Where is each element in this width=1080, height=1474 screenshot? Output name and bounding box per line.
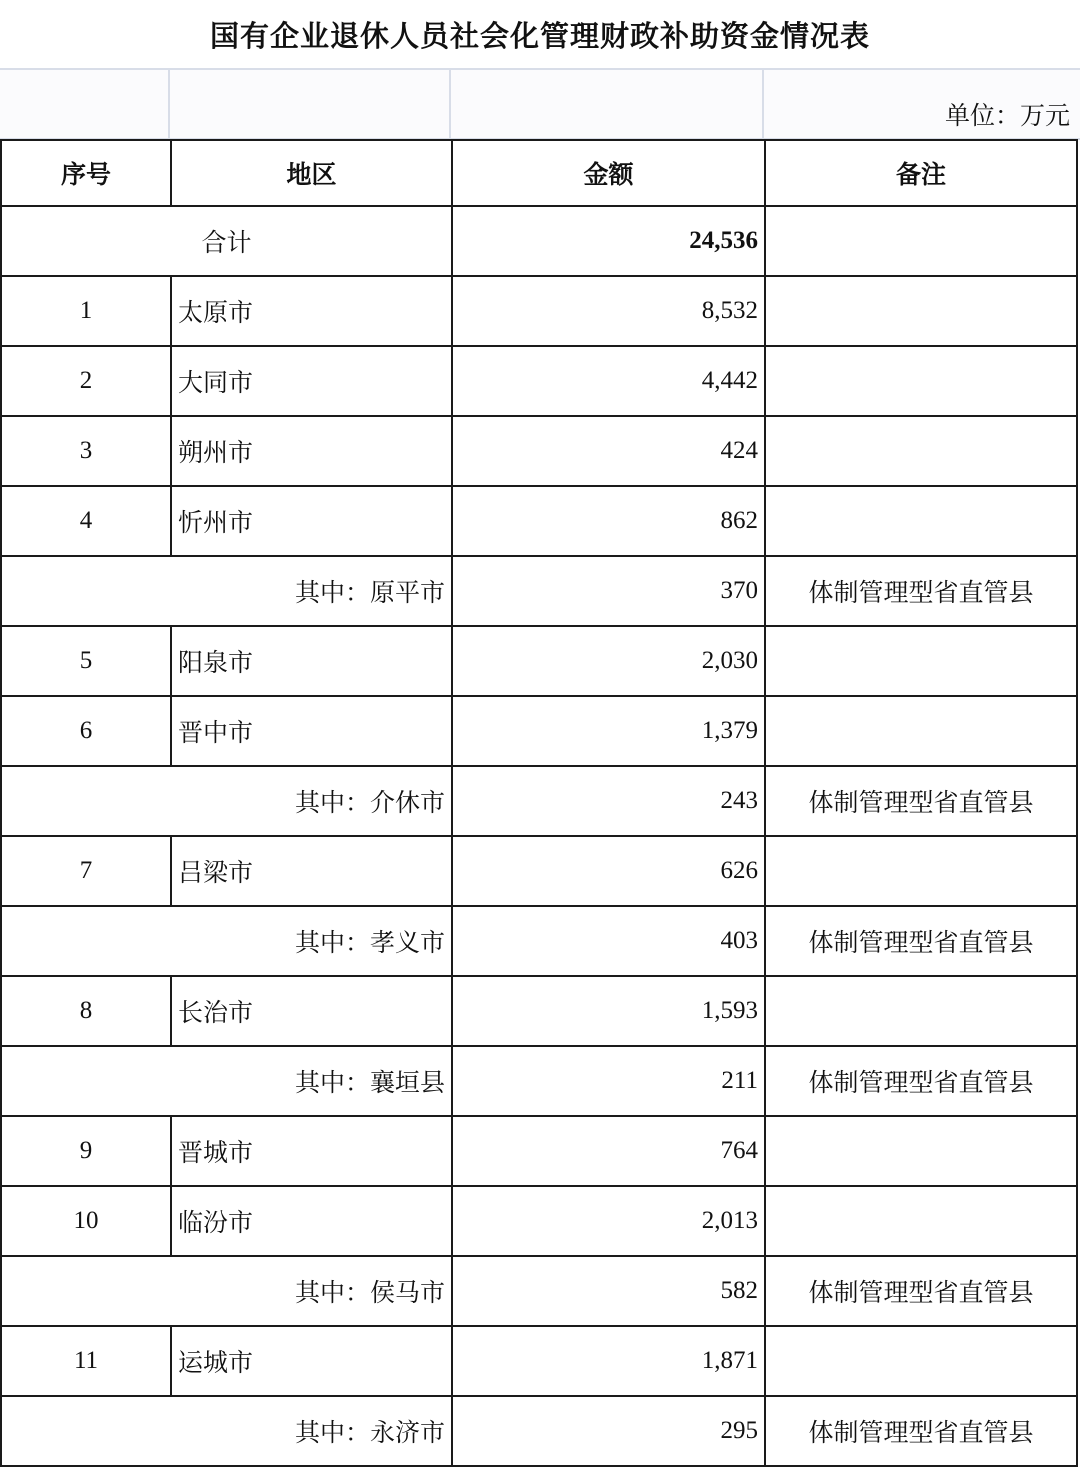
total-label: 合计 xyxy=(1,206,452,276)
region-cell: 晋中市 xyxy=(171,696,452,766)
region-cell: 大同市 xyxy=(171,346,452,416)
table-row xyxy=(1,346,1077,416)
note-cell: 体制管理型省直管县 xyxy=(765,1046,1077,1116)
amount-cell: 8,532 xyxy=(452,276,765,346)
region-cell: 忻州市 xyxy=(171,486,452,556)
sub-region-cell: 其中：襄垣县 xyxy=(1,1046,452,1116)
seq-cell: 3 xyxy=(1,416,171,486)
amount-cell: 582 xyxy=(452,1256,765,1326)
amount-cell: 211 xyxy=(452,1046,765,1116)
sub-region-cell: 其中：介休市 xyxy=(1,766,452,836)
sub-region-cell: 其中：侯马市 xyxy=(1,1256,452,1326)
amount-cell: 424 xyxy=(452,416,765,486)
note-cell xyxy=(765,626,1077,696)
header-seq: 序号 xyxy=(1,140,171,206)
total-amount: 24,536 xyxy=(452,206,765,276)
seq-cell: 10 xyxy=(1,1186,171,1256)
unit-cell xyxy=(764,70,1080,140)
table-row xyxy=(1,696,1077,766)
sub-row xyxy=(1,1256,1077,1326)
seq-cell: 5 xyxy=(1,626,171,696)
note-cell xyxy=(765,836,1077,906)
sub-row xyxy=(1,556,1077,626)
amount-cell: 1,871 xyxy=(452,1326,765,1396)
note-cell: 体制管理型省直管县 xyxy=(765,906,1077,976)
total-note xyxy=(765,206,1077,276)
amount-cell: 1,379 xyxy=(452,696,765,766)
region-cell: 长治市 xyxy=(171,976,452,1046)
note-cell xyxy=(765,976,1077,1046)
note-cell: 体制管理型省直管县 xyxy=(765,1256,1077,1326)
note-cell: 体制管理型省直管县 xyxy=(765,766,1077,836)
note-cell: 体制管理型省直管县 xyxy=(765,1396,1077,1466)
region-cell: 朔州市 xyxy=(171,416,452,486)
amount-cell: 403 xyxy=(452,906,765,976)
table-row xyxy=(1,1116,1077,1186)
table-row xyxy=(1,1326,1077,1396)
note-cell xyxy=(765,1186,1077,1256)
seq-cell: 4 xyxy=(1,486,171,556)
seq-cell: 2 xyxy=(1,346,171,416)
table-row xyxy=(1,276,1077,346)
amount-cell: 295 xyxy=(452,1396,765,1466)
table-title-bar xyxy=(0,0,1080,70)
table-row xyxy=(1,836,1077,906)
note-cell xyxy=(765,276,1077,346)
table-row xyxy=(1,486,1077,556)
amount-cell: 2,030 xyxy=(452,626,765,696)
seq-cell: 6 xyxy=(1,696,171,766)
table-row xyxy=(1,416,1077,486)
note-cell xyxy=(765,416,1077,486)
header-amount: 金额 xyxy=(452,140,765,206)
sub-row xyxy=(1,906,1077,976)
amount-cell: 2,013 xyxy=(452,1186,765,1256)
note-cell xyxy=(765,346,1077,416)
subsidy-table xyxy=(0,139,1078,1467)
header-row xyxy=(1,140,1077,206)
sub-region-cell: 其中：永济市 xyxy=(1,1396,452,1466)
amount-cell: 862 xyxy=(452,486,765,556)
seq-cell: 7 xyxy=(1,836,171,906)
region-cell: 吕梁市 xyxy=(171,836,452,906)
sub-region-cell: 其中：原平市 xyxy=(1,556,452,626)
region-cell: 阳泉市 xyxy=(171,626,452,696)
table-row xyxy=(1,976,1077,1046)
amount-cell: 4,442 xyxy=(452,346,765,416)
seq-cell: 1 xyxy=(1,276,171,346)
region-cell: 临汾市 xyxy=(171,1186,452,1256)
region-cell: 晋城市 xyxy=(171,1116,452,1186)
seq-cell: 9 xyxy=(1,1116,171,1186)
note-cell xyxy=(765,1116,1077,1186)
sub-row xyxy=(1,766,1077,836)
header-note: 备注 xyxy=(765,140,1077,206)
total-row xyxy=(1,206,1077,276)
amount-cell: 370 xyxy=(452,556,765,626)
header-region: 地区 xyxy=(171,140,452,206)
seq-cell: 11 xyxy=(1,1326,171,1396)
empty-cell xyxy=(451,70,764,140)
seq-cell: 8 xyxy=(1,976,171,1046)
amount-cell: 243 xyxy=(452,766,765,836)
unit-row xyxy=(0,70,1080,140)
page-title: 国有企业退休人员社会化管理财政补助资金情况表 xyxy=(209,18,870,53)
sub-row xyxy=(1,1396,1077,1466)
sub-row xyxy=(1,1046,1077,1116)
region-cell: 太原市 xyxy=(171,276,452,346)
amount-cell: 764 xyxy=(452,1116,765,1186)
table-row xyxy=(1,626,1077,696)
amount-cell: 1,593 xyxy=(452,976,765,1046)
empty-cell xyxy=(170,70,451,140)
unit-label: 单位：万元 xyxy=(944,101,1070,130)
note-cell xyxy=(765,696,1077,766)
sub-region-cell: 其中：孝义市 xyxy=(1,906,452,976)
empty-cell xyxy=(0,70,170,140)
table-row xyxy=(1,1186,1077,1256)
note-cell xyxy=(765,486,1077,556)
note-cell xyxy=(765,1326,1077,1396)
amount-cell: 626 xyxy=(452,836,765,906)
region-cell: 运城市 xyxy=(171,1326,452,1396)
note-cell: 体制管理型省直管县 xyxy=(765,556,1077,626)
